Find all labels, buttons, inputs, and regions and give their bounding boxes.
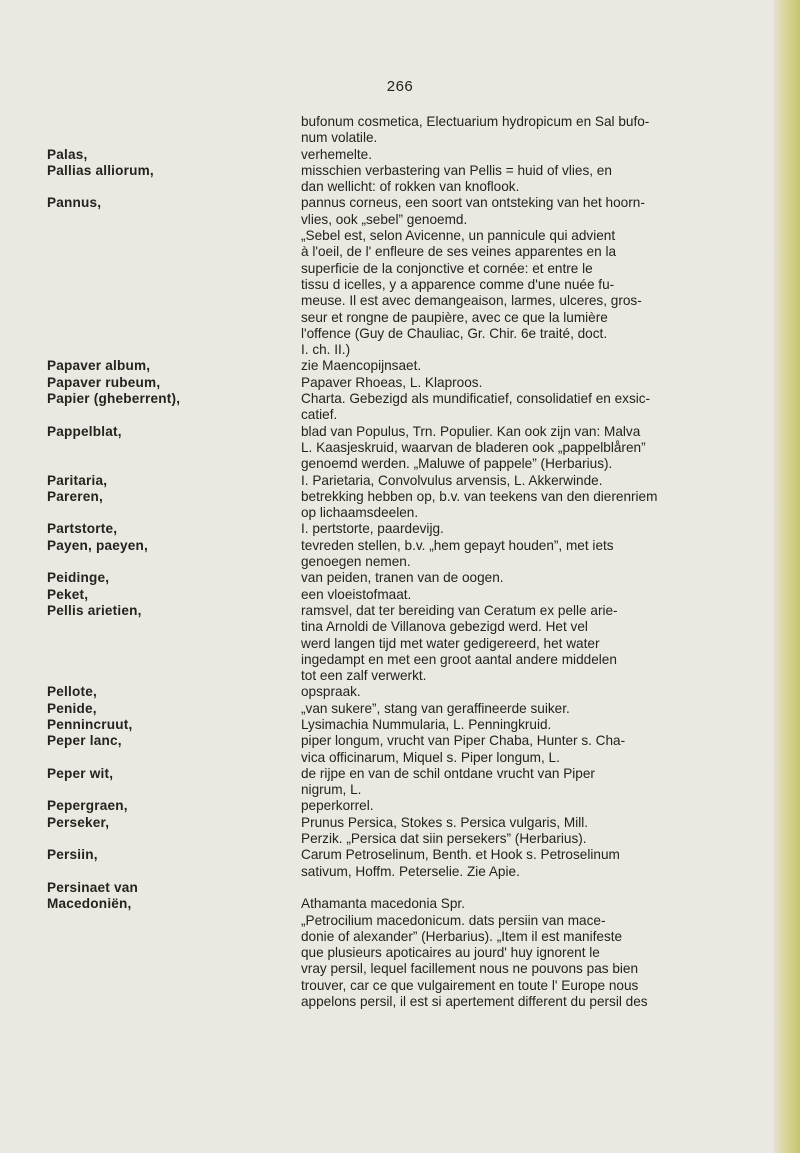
definition-line: meuse. Il est avec demangeaison, larmes, ulceres, gros- <box>301 293 642 309</box>
entry-definition <box>301 815 773 848</box>
definition-line: een vloeistofmaat. <box>301 586 412 602</box>
entry-headword: Pannus, <box>47 195 102 211</box>
definition-line <box>301 880 773 896</box>
dictionary-entry <box>0 114 800 147</box>
definition-line: op lichaamsdeelen. <box>301 505 419 521</box>
definition-line: vlies, ook „sebel” genoemd. <box>301 211 468 227</box>
definition-line: vica officinarum, Miquel s. Piper longum, L. <box>301 749 560 765</box>
definition-line: superficie de la conjonctive et cornée: et entre le <box>301 260 593 276</box>
entry-headword: Paritaria, <box>47 472 108 488</box>
entry-headword: Penide, <box>47 700 97 716</box>
entry-definition <box>301 424 773 473</box>
entry-headword: Persinaet van Macedoniën, <box>47 879 139 912</box>
definition-line: seur et rongne de paupière, avec ce que la lumière <box>301 309 608 325</box>
definition-line: Perzik. „Persica dat siin persekers” (Herbarius). <box>301 831 587 847</box>
entry-headword: Perseker, <box>47 814 110 830</box>
definition-line: L. Kaasjeskruid, waarvan de bladeren ook „pappelblåren” <box>301 439 646 455</box>
definition-line: I. ch. II.) <box>301 342 351 358</box>
definition-line: dan wellicht: of rokken van knoflook. <box>301 179 520 195</box>
entry-definition <box>301 114 773 147</box>
dictionary-entry <box>0 603 800 684</box>
definition-line: „van sukere”, stang van geraffineerde suiker. <box>301 700 570 716</box>
definition-line: „Sebel est, selon Avicenne, un pannicule qui advient <box>301 228 616 244</box>
definition-line: Carum Petroselinum, Benth. et Hook s. Petroselinum <box>301 847 620 863</box>
definition-line: tevreden stellen, b.v. „hem gepayt houden”, met iets <box>301 537 614 553</box>
dictionary-entry <box>0 766 800 799</box>
dictionary-entry <box>0 815 800 848</box>
dictionary-entry <box>0 587 800 603</box>
definition-line: tina Arnoldi de Villanova gebezigd werd. Het vel <box>301 619 588 635</box>
definition-line: Athamanta macedonia Spr. <box>301 896 465 912</box>
dictionary-entry <box>0 489 800 522</box>
dictionary-entry <box>0 147 800 163</box>
definition-line: betrekking hebben op, b.v. van teekens van den dierenriem <box>301 488 658 504</box>
definition-line: misschien verbastering van Pellis = huid of vlies, en <box>301 162 612 178</box>
definition-line: l'offence (Guy de Chauliac, Gr. Chir. 6e traité, doct. <box>301 325 608 341</box>
dictionary-entry <box>0 684 800 700</box>
dictionary-entry <box>0 473 800 489</box>
definition-line: ingedampt en met een groot aantal andere middelen <box>301 651 617 667</box>
definition-line: de rijpe en van de schil ontdane vrucht van Piper <box>301 765 595 781</box>
dictionary-entry <box>0 733 800 766</box>
definition-line: tissu d icelles, y a apparence comme d'une nuée fu- <box>301 276 615 292</box>
definition-line: nigrum, L. <box>301 782 362 798</box>
entry-headword: Pellis arietien, <box>47 602 142 618</box>
definition-line: bufonum cosmetica, Electuarium hydropicum en Sal bufo- <box>301 114 650 129</box>
definition-line: num volatile. <box>301 130 378 146</box>
entry-definition <box>301 798 773 814</box>
entry-headword: Peket, <box>47 586 89 602</box>
dictionary-entry <box>0 521 800 537</box>
dictionary-entry <box>0 538 800 571</box>
definition-line: vray persil, lequel facillement nous ne pouvons pas bien <box>301 961 639 977</box>
dictionary-entry <box>0 195 800 358</box>
entry-definition <box>301 195 773 358</box>
definition-line: I. pertstorte, paardevijg. <box>301 521 444 537</box>
entry-definition <box>301 587 773 603</box>
definition-line: sativum, Hoffm. Peterselie. Zie Apie. <box>301 863 520 879</box>
definition-line: piper longum, vrucht van Piper Chaba, Hunter s. Cha- <box>301 733 626 749</box>
entry-headword: Papaver rubeum, <box>47 374 161 390</box>
dictionary-entry <box>0 880 800 1010</box>
entry-definition <box>301 163 773 196</box>
dictionary-entry <box>0 358 800 374</box>
dictionary-entries <box>0 114 800 1010</box>
definition-line: que plusieurs apoticaires au jourd' huy ignorent le <box>301 945 600 961</box>
definition-line: blad van Populus, Trn. Populier. Kan ook zijn van: Malva <box>301 423 641 439</box>
definition-line: van peiden, tranen van de oogen. <box>301 570 504 586</box>
entry-definition <box>301 733 773 766</box>
entry-headword: Papier (gheberrent), <box>47 391 181 407</box>
entry-definition <box>301 538 773 571</box>
definition-line: werd langen tijd met water gedigereerd, het water <box>301 635 600 651</box>
entry-definition <box>301 701 773 717</box>
dictionary-entry <box>0 701 800 717</box>
entry-definition <box>301 391 773 424</box>
dictionary-entry <box>0 798 800 814</box>
definition-line: Charta. Gebezigd als mundificatief, consolidatief en exsic- <box>301 391 651 407</box>
entry-definition <box>301 603 773 684</box>
entry-headword: Papaver album, <box>47 358 151 374</box>
entry-definition <box>301 570 773 586</box>
entry-definition <box>301 684 773 700</box>
entry-headword: Pennincruut, <box>47 716 133 732</box>
dictionary-entry <box>0 391 800 424</box>
definition-line: zie Maencopijnsaet. <box>301 358 422 374</box>
dictionary-entry <box>0 163 800 196</box>
definition-line: Prunus Persica, Stokes s. Persica vulgaris, Mill. <box>301 814 589 830</box>
definition-line: pannus corneus, een soort van ontsteking van het hoorn- <box>301 195 645 211</box>
definition-line: I. Parietaria, Convolvulus arvensis, L. Akkerwinde. <box>301 472 603 488</box>
entry-definition <box>301 358 773 374</box>
entry-definition <box>301 521 773 537</box>
entry-headword: Peper wit, <box>47 765 114 781</box>
definition-line: „Petrocilium macedonicum. dats persiin van mace- <box>301 912 606 928</box>
entry-definition <box>301 489 773 522</box>
entry-headword: Palas, <box>47 146 88 162</box>
entry-headword: Peper lanc, <box>47 733 122 749</box>
definition-line: tot een zalf verwerkt. <box>301 668 427 684</box>
entry-headword: Payen, paeyen, <box>47 537 149 553</box>
definition-line: genoegen nemen. <box>301 554 411 570</box>
entry-headword: Pappelblat, <box>47 423 122 439</box>
dictionary-entry <box>0 847 800 880</box>
definition-line: genoemd werden. „Maluwe of pappele” (Herbarius). <box>301 456 613 472</box>
definition-line: trouver, car ce que vulgairement en toute l' Europe nous <box>301 977 639 993</box>
definition-line: catief. <box>301 407 338 423</box>
entry-definition <box>301 375 773 391</box>
entry-headword: Pallias alliorum, <box>47 162 154 178</box>
page-number: 266 <box>386 78 414 95</box>
definition-line: à l'oeil, de l' enfleure de ses veines apparentes en la <box>301 244 617 260</box>
entry-definition <box>301 147 773 163</box>
definition-line: donie of alexander” (Herbarius). „Item il est manifeste <box>301 928 623 944</box>
dictionary-entry <box>0 375 800 391</box>
definition-line: Papaver Rhoeas, L. Klaproos. <box>301 374 483 390</box>
dictionary-entry <box>0 717 800 733</box>
entry-definition <box>301 880 773 1010</box>
entry-definition <box>301 717 773 733</box>
dictionary-entry <box>0 570 800 586</box>
definition-line: ramsvel, dat ter bereiding van Ceratum ex pelle arie- <box>301 602 618 618</box>
entry-definition <box>301 473 773 489</box>
definition-line: peperkorrel. <box>301 798 374 814</box>
definition-line: appelons persil, il est si apertement different du persil des <box>301 994 648 1010</box>
entry-definition <box>301 766 773 799</box>
definition-line: Lysimachia Nummularia, L. Penningkruid. <box>301 716 552 732</box>
entry-headword: Persiin, <box>47 847 98 863</box>
definition-line: verhemelte. <box>301 146 373 162</box>
entry-headword: Peidinge, <box>47 570 110 586</box>
entry-definition <box>301 847 773 880</box>
entry-headword: Pareren, <box>47 488 104 504</box>
entry-headword: Pellote, <box>47 684 97 700</box>
entry-headword: Pepergraen, <box>47 798 128 814</box>
entry-headword: Partstorte, <box>47 521 118 537</box>
definition-line: opspraak. <box>301 684 361 700</box>
dictionary-entry <box>0 424 800 473</box>
